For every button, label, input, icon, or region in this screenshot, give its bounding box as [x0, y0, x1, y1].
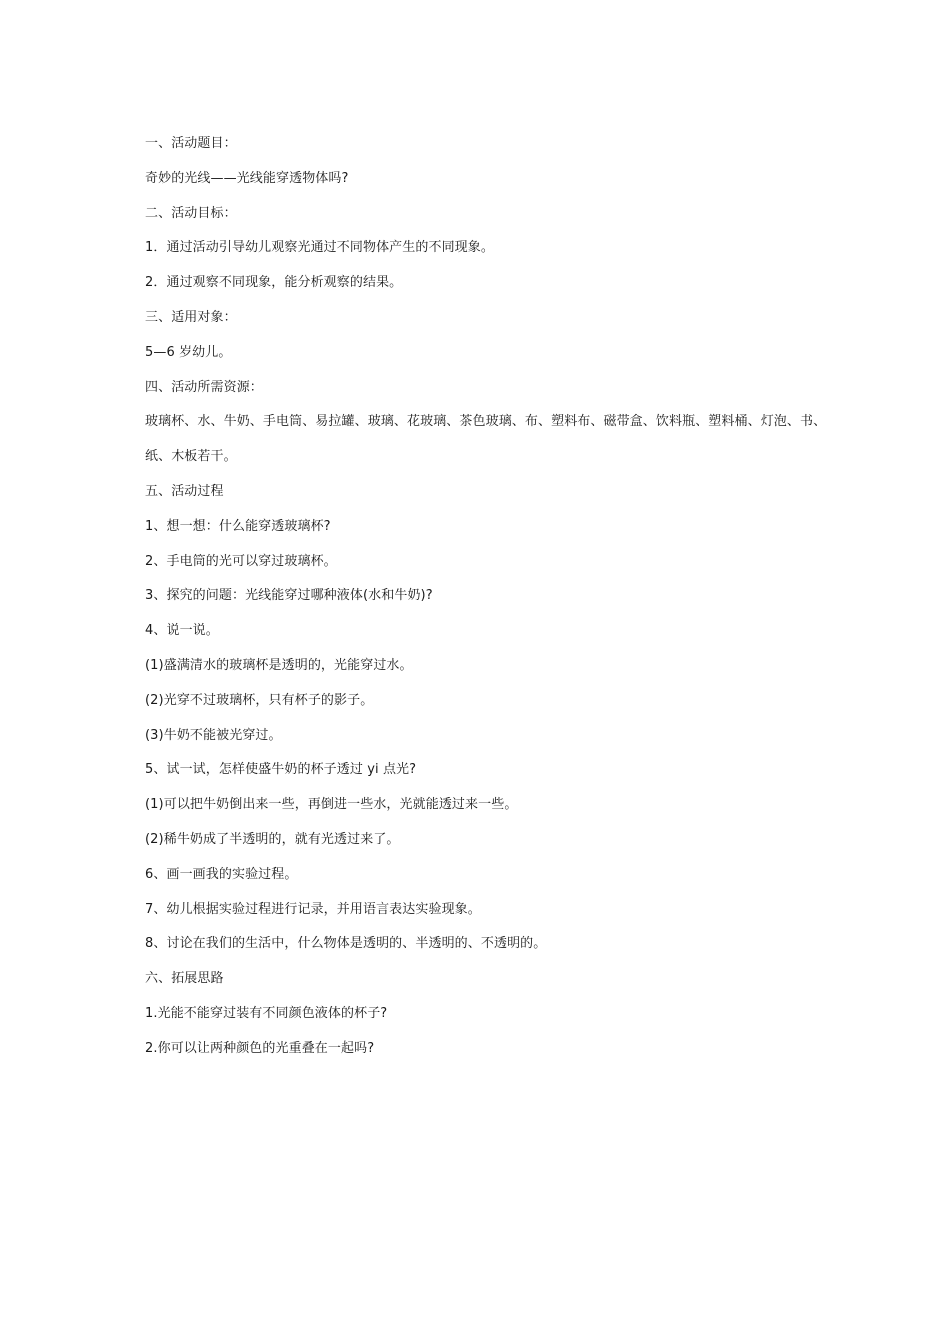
resources-text-line-2: 纸、木板若干。 — [145, 449, 237, 465]
extension-item-1: 1.光能不能穿过装有不同颜色液体的杯子? — [145, 1005, 388, 1021]
process-step-7: 7、幼儿根据实验过程进行记录，并用语言表达实验现象。 — [145, 901, 481, 917]
goal-item-2: 2．通过观察不同现象，能分析观察的结果。 — [145, 275, 403, 291]
extension-item-2: 2.你可以让两种颜色的光重叠在一起吗? — [145, 1040, 375, 1056]
section-heading-activity-title: 一、活动题目： — [145, 136, 237, 151]
process-step-4-sub-2: (2)光穿不过玻璃杯，只有杯子的影子。 — [145, 692, 374, 708]
process-step-5-sub-2: (2)稀牛奶成了半透明的，就有光透过来了。 — [145, 831, 400, 847]
process-step-4-sub-1: (1)盛满清水的玻璃杯是透明的，光能穿过水。 — [145, 657, 413, 673]
section-heading-extension: 六、拓展思路 — [145, 971, 224, 987]
process-step-4: 4、说一说。 — [145, 623, 219, 639]
resources-text-line-1: 玻璃杯、水、牛奶、手电筒、易拉罐、玻璃、花玻璃、茶色玻璃、布、塑料布、磁带盒、饮料瓶、塑料桶、灯泡、书、 — [145, 414, 827, 430]
section-heading-resources: 四、活动所需资源： — [145, 379, 263, 395]
process-step-3: 3、探究的问题：光线能穿过哪种液体(水和牛奶)? — [145, 588, 433, 604]
process-step-5-sub-1: (1)可以把牛奶倒出来一些，再倒进一些水，光就能透过来一些。 — [145, 797, 518, 813]
process-step-5: 5、试一试，怎样使盛牛奶的杯子透过 yi 点光? — [145, 762, 417, 778]
process-step-6: 6、画一画我的实验过程。 — [145, 866, 298, 882]
target-audience-text: 5—6 岁幼儿。 — [145, 344, 232, 360]
activity-title-text: 奇妙的光线——光线能穿透物体吗? — [145, 170, 349, 186]
process-step-4-sub-3: (3)牛奶不能被光穿过。 — [145, 727, 282, 743]
process-step-1: 1、想一想：什么能穿透玻璃杯? — [145, 518, 331, 534]
process-step-8: 8、讨论在我们的生活中，什么物体是透明的、半透明的、不透明的。 — [145, 936, 547, 952]
document-body — [145, 127, 825, 1067]
section-heading-process: 五、活动过程 — [145, 483, 224, 499]
goal-item-1: 1．通过活动引导幼儿观察光通过不同物体产生的不同现象。 — [145, 240, 494, 256]
section-heading-target-audience: 三、适用对象： — [145, 309, 237, 325]
process-step-2: 2、手电筒的光可以穿过玻璃杯。 — [145, 553, 337, 569]
section-heading-activity-goals: 二、活动目标： — [145, 205, 237, 221]
